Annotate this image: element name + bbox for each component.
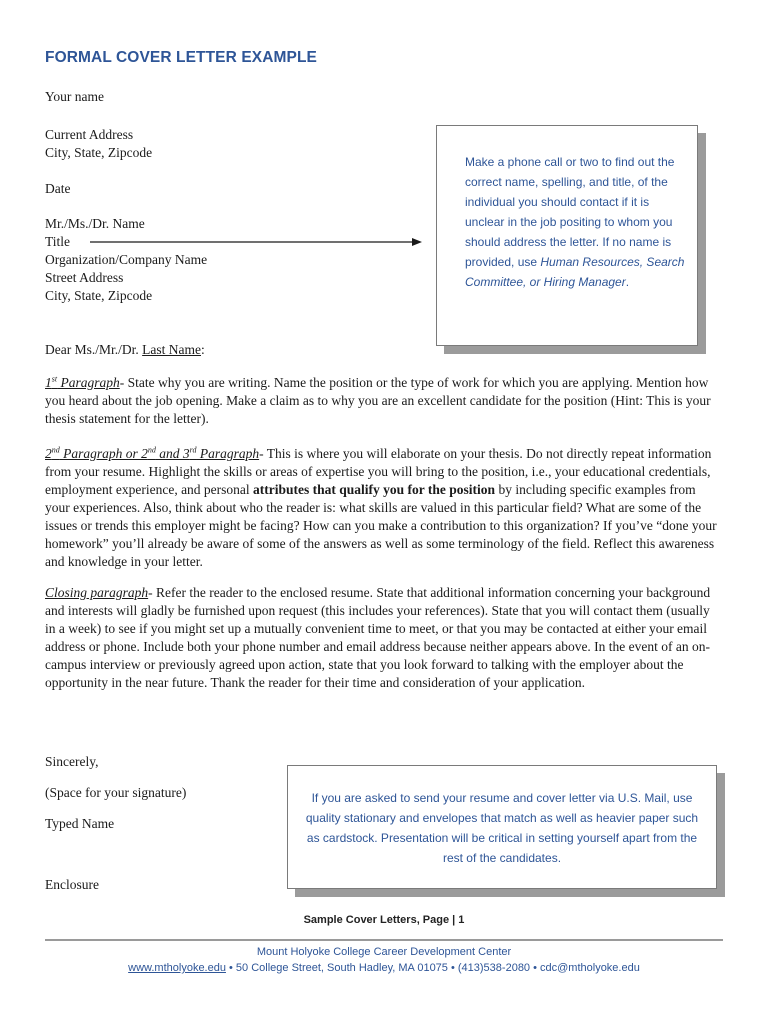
last-name-placeholder: Last Name bbox=[142, 342, 201, 357]
website-link[interactable]: www.mtholyoke.edu bbox=[128, 962, 226, 974]
footer-org: Mount Holyoke College Career Development Center bbox=[256, 946, 512, 958]
paragraph-1: 1st Paragraph- State why you are writing. Name the position or the type of work for which you are applying. Mention how you heard about the job opening. Make a claim as to why you are an excellent candidate for the position (Hint: This is your thesis statement for the letter). bbox=[45, 374, 711, 426]
paragraph-2: 2nd Paragraph or 2nd and 3rd Paragraph- This is where you will elaborate on your thesis. Do not directly repeat information from your resume. Highlight the skills or areas of expertise you will bring to the position, i.e., your educational credentials, employment experience, and personal attributes that qualify you for the position by including specific examples from your experiences. Also, think about who the reader is: what skills are valued in this particular field? What are some of the issues or trends this employer might be facing? How can you make a contribution to this organization? If you’ve “done your homework” you’ll already be aware of some of the answers as well as some terminology of the field. Reflect this awareness and knowledge in your letter. bbox=[45, 445, 717, 569]
closing-paragraph-label: Closing paragraph bbox=[45, 585, 149, 600]
paragraph-2-label: 2nd Paragraph or 2nd and 3rd Paragraph bbox=[45, 445, 260, 461]
current-address-line: Current Address bbox=[45, 127, 134, 142]
footer-contact: www.mtholyoke.edu • 50 College Street, South Hadley, MA 01075 • (413)538-2080 • cdc@mtholyoke.edu bbox=[128, 962, 640, 974]
city-state-zip-line: City, State, Zipcode bbox=[45, 145, 153, 160]
street-address-line: Street Address bbox=[45, 270, 124, 285]
typed-name-line: Typed Name bbox=[45, 816, 115, 831]
date-line: Date bbox=[45, 181, 71, 196]
page-number-label: Sample Cover Letters, Page | 1 bbox=[303, 914, 465, 926]
callout-mail-tip: If you are asked to send your resume and cover letter via U.S. Mail, use quality stationary and envelopes that match as well as heavier paper such as cardstock. Presentation will be critical in setting yourself apart from the rest of the candidates. bbox=[287, 765, 717, 889]
paragraph-1-label: 1st Paragraph bbox=[45, 374, 120, 390]
recipient-name-line: Mr./Ms./Dr. Name bbox=[45, 216, 145, 231]
page-title: FORMAL COVER LETTER EXAMPLE bbox=[45, 49, 317, 66]
your-name-line: Your name bbox=[45, 89, 105, 104]
organization-line: Organization/Company Name bbox=[45, 252, 208, 267]
salutation: Dear Ms./Mr./Dr. Last Name: bbox=[45, 342, 205, 357]
footer-divider bbox=[45, 939, 723, 941]
enclosure-line: Enclosure bbox=[45, 877, 99, 892]
emphasis-text: attributes that qualify you for the position bbox=[253, 482, 496, 497]
title-line: Title bbox=[45, 234, 71, 249]
closing-paragraph: Closing paragraph- Refer the reader to the enclosed resume. State that additional information concerning your background and interests will gladly be furnished upon request (this includes your references). State that you will contact them (usually in a week) to see if you might set up a mutually convenient time to meet, or that you may be contacted at either your email address or phone. Include both your phone number and email address because neither appears above. In the event of an on-campus interview or previously agreed upon action, state that you look forward to talking with the employer about the opportunity in the near future. Thank the reader for their time and consideration of your application. bbox=[45, 585, 711, 690]
sincerely-line: Sincerely, bbox=[45, 754, 99, 769]
city-state-zip-line-2: City, State, Zipcode bbox=[45, 288, 153, 303]
signature-space-line: (Space for your signature) bbox=[45, 785, 187, 800]
arrow-icon bbox=[88, 234, 428, 250]
callout-recipient-tip: Make a phone call or two to find out the correct name, spelling, and title, of the individual you should contact if it is unclear in the job positing to whom you should address the letter. If no name is provided, use Human Resources, Search Committee, or Hiring Manager. bbox=[436, 125, 698, 346]
